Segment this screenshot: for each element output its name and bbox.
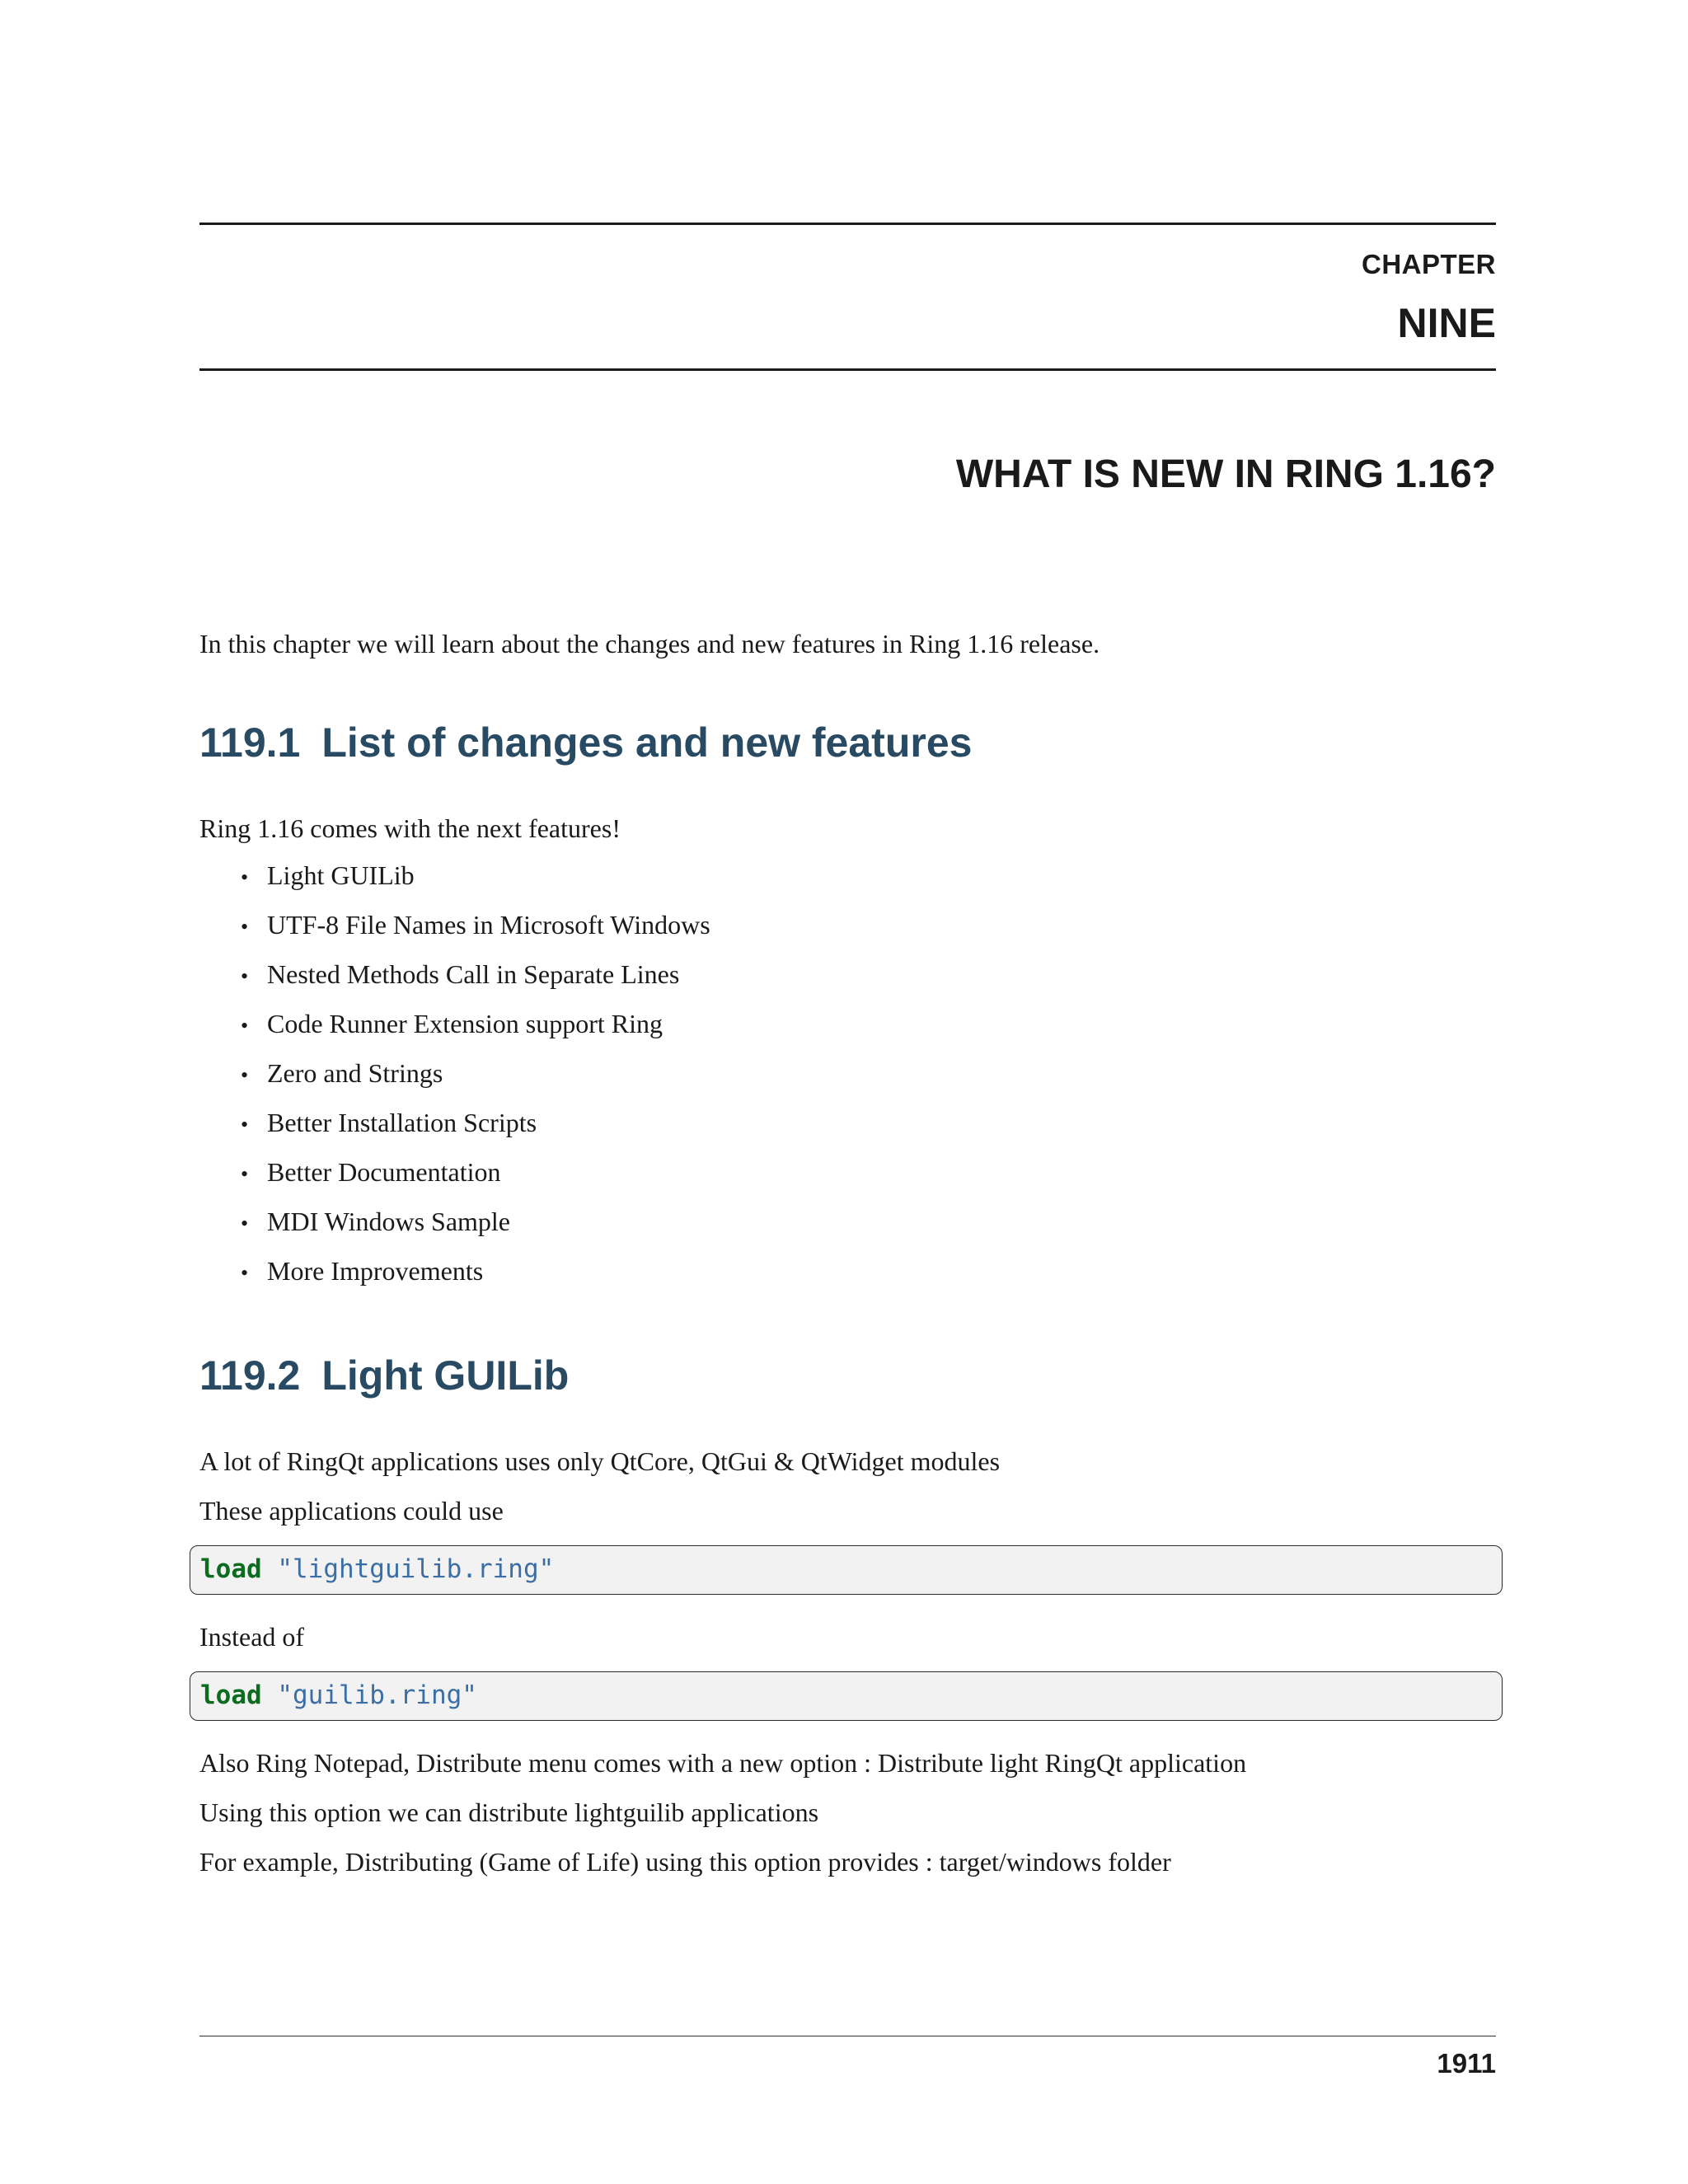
bullet-icon: • [241, 1014, 249, 1038]
section-number: 119.1 [199, 719, 301, 766]
bullet-icon: • [241, 1063, 249, 1087]
code-string: "lightguilib.ring" [277, 1554, 555, 1584]
feature-list [241, 859, 710, 1304]
bullet-icon: • [241, 865, 249, 889]
bullet-icon: • [241, 1162, 249, 1186]
bullet-icon: • [241, 1261, 249, 1285]
list-item [241, 1106, 710, 1155]
chapter-top-rule [199, 223, 1496, 225]
section-heading-changes [199, 719, 972, 766]
paragraph: Instead of [199, 1622, 305, 1652]
code-keyword: load [200, 1554, 262, 1584]
section-title: List of changes and new features [321, 719, 973, 766]
list-item-text: Better Installation Scripts [267, 1108, 537, 1137]
list-item-text: MDI Windows Sample [267, 1207, 510, 1236]
code-block [190, 1671, 1503, 1721]
code-keyword: load [200, 1680, 262, 1710]
code-block [190, 1545, 1503, 1595]
list-item [241, 1254, 710, 1304]
paragraph: Also Ring Notepad, Distribute menu comes with a new option : Distribute light RingQt application [199, 1748, 1247, 1778]
list-item [241, 908, 710, 958]
code-string: "guilib.ring" [277, 1680, 477, 1710]
chapter-bottom-rule [199, 368, 1496, 371]
list-item [241, 1057, 710, 1106]
list-item [241, 859, 710, 908]
bullet-icon: • [241, 1113, 249, 1137]
list-item [241, 1007, 710, 1057]
list-item-text: Nested Methods Call in Separate Lines [267, 959, 680, 989]
page-number: 1911 [1437, 2048, 1496, 2079]
list-item-text: Zero and Strings [267, 1058, 443, 1088]
list-item [241, 1205, 710, 1254]
list-item-text: Better Documentation [267, 1157, 501, 1187]
paragraph: Using this option we can distribute lightguilib applications [199, 1797, 819, 1827]
paragraph: For example, Distributing (Game of Life) using this option provides : target/windows folder [199, 1847, 1171, 1877]
bullet-icon: • [241, 1212, 249, 1235]
section-number: 119.2 [199, 1352, 301, 1399]
paragraph: A lot of RingQt applications uses only QtCore, QtGui & QtWidget modules [199, 1446, 1001, 1476]
list-item [241, 958, 710, 1007]
section-title: Light GUILib [321, 1352, 570, 1399]
paragraph: These applications could use [199, 1496, 504, 1526]
intro-paragraph: In this chapter we will learn about the changes and new features in Ring 1.16 release. [199, 629, 1100, 658]
list-item-text: More Improvements [267, 1256, 484, 1286]
list-item-text: Light GUILib [267, 860, 415, 890]
list-item-text: UTF-8 File Names in Microsoft Windows [267, 910, 710, 940]
chapter-number: NINE [1397, 300, 1496, 346]
list-item [241, 1155, 710, 1205]
section-heading-light-guilib [199, 1352, 569, 1399]
bullet-icon: • [241, 964, 249, 988]
section-lead-paragraph: Ring 1.16 comes with the next features! [199, 813, 621, 843]
bullet-icon: • [241, 915, 249, 939]
chapter-label: CHAPTER [1361, 249, 1496, 279]
list-item-text: Code Runner Extension support Ring [267, 1009, 663, 1038]
chapter-title: WHAT IS NEW IN RING 1.16? [955, 452, 1496, 496]
